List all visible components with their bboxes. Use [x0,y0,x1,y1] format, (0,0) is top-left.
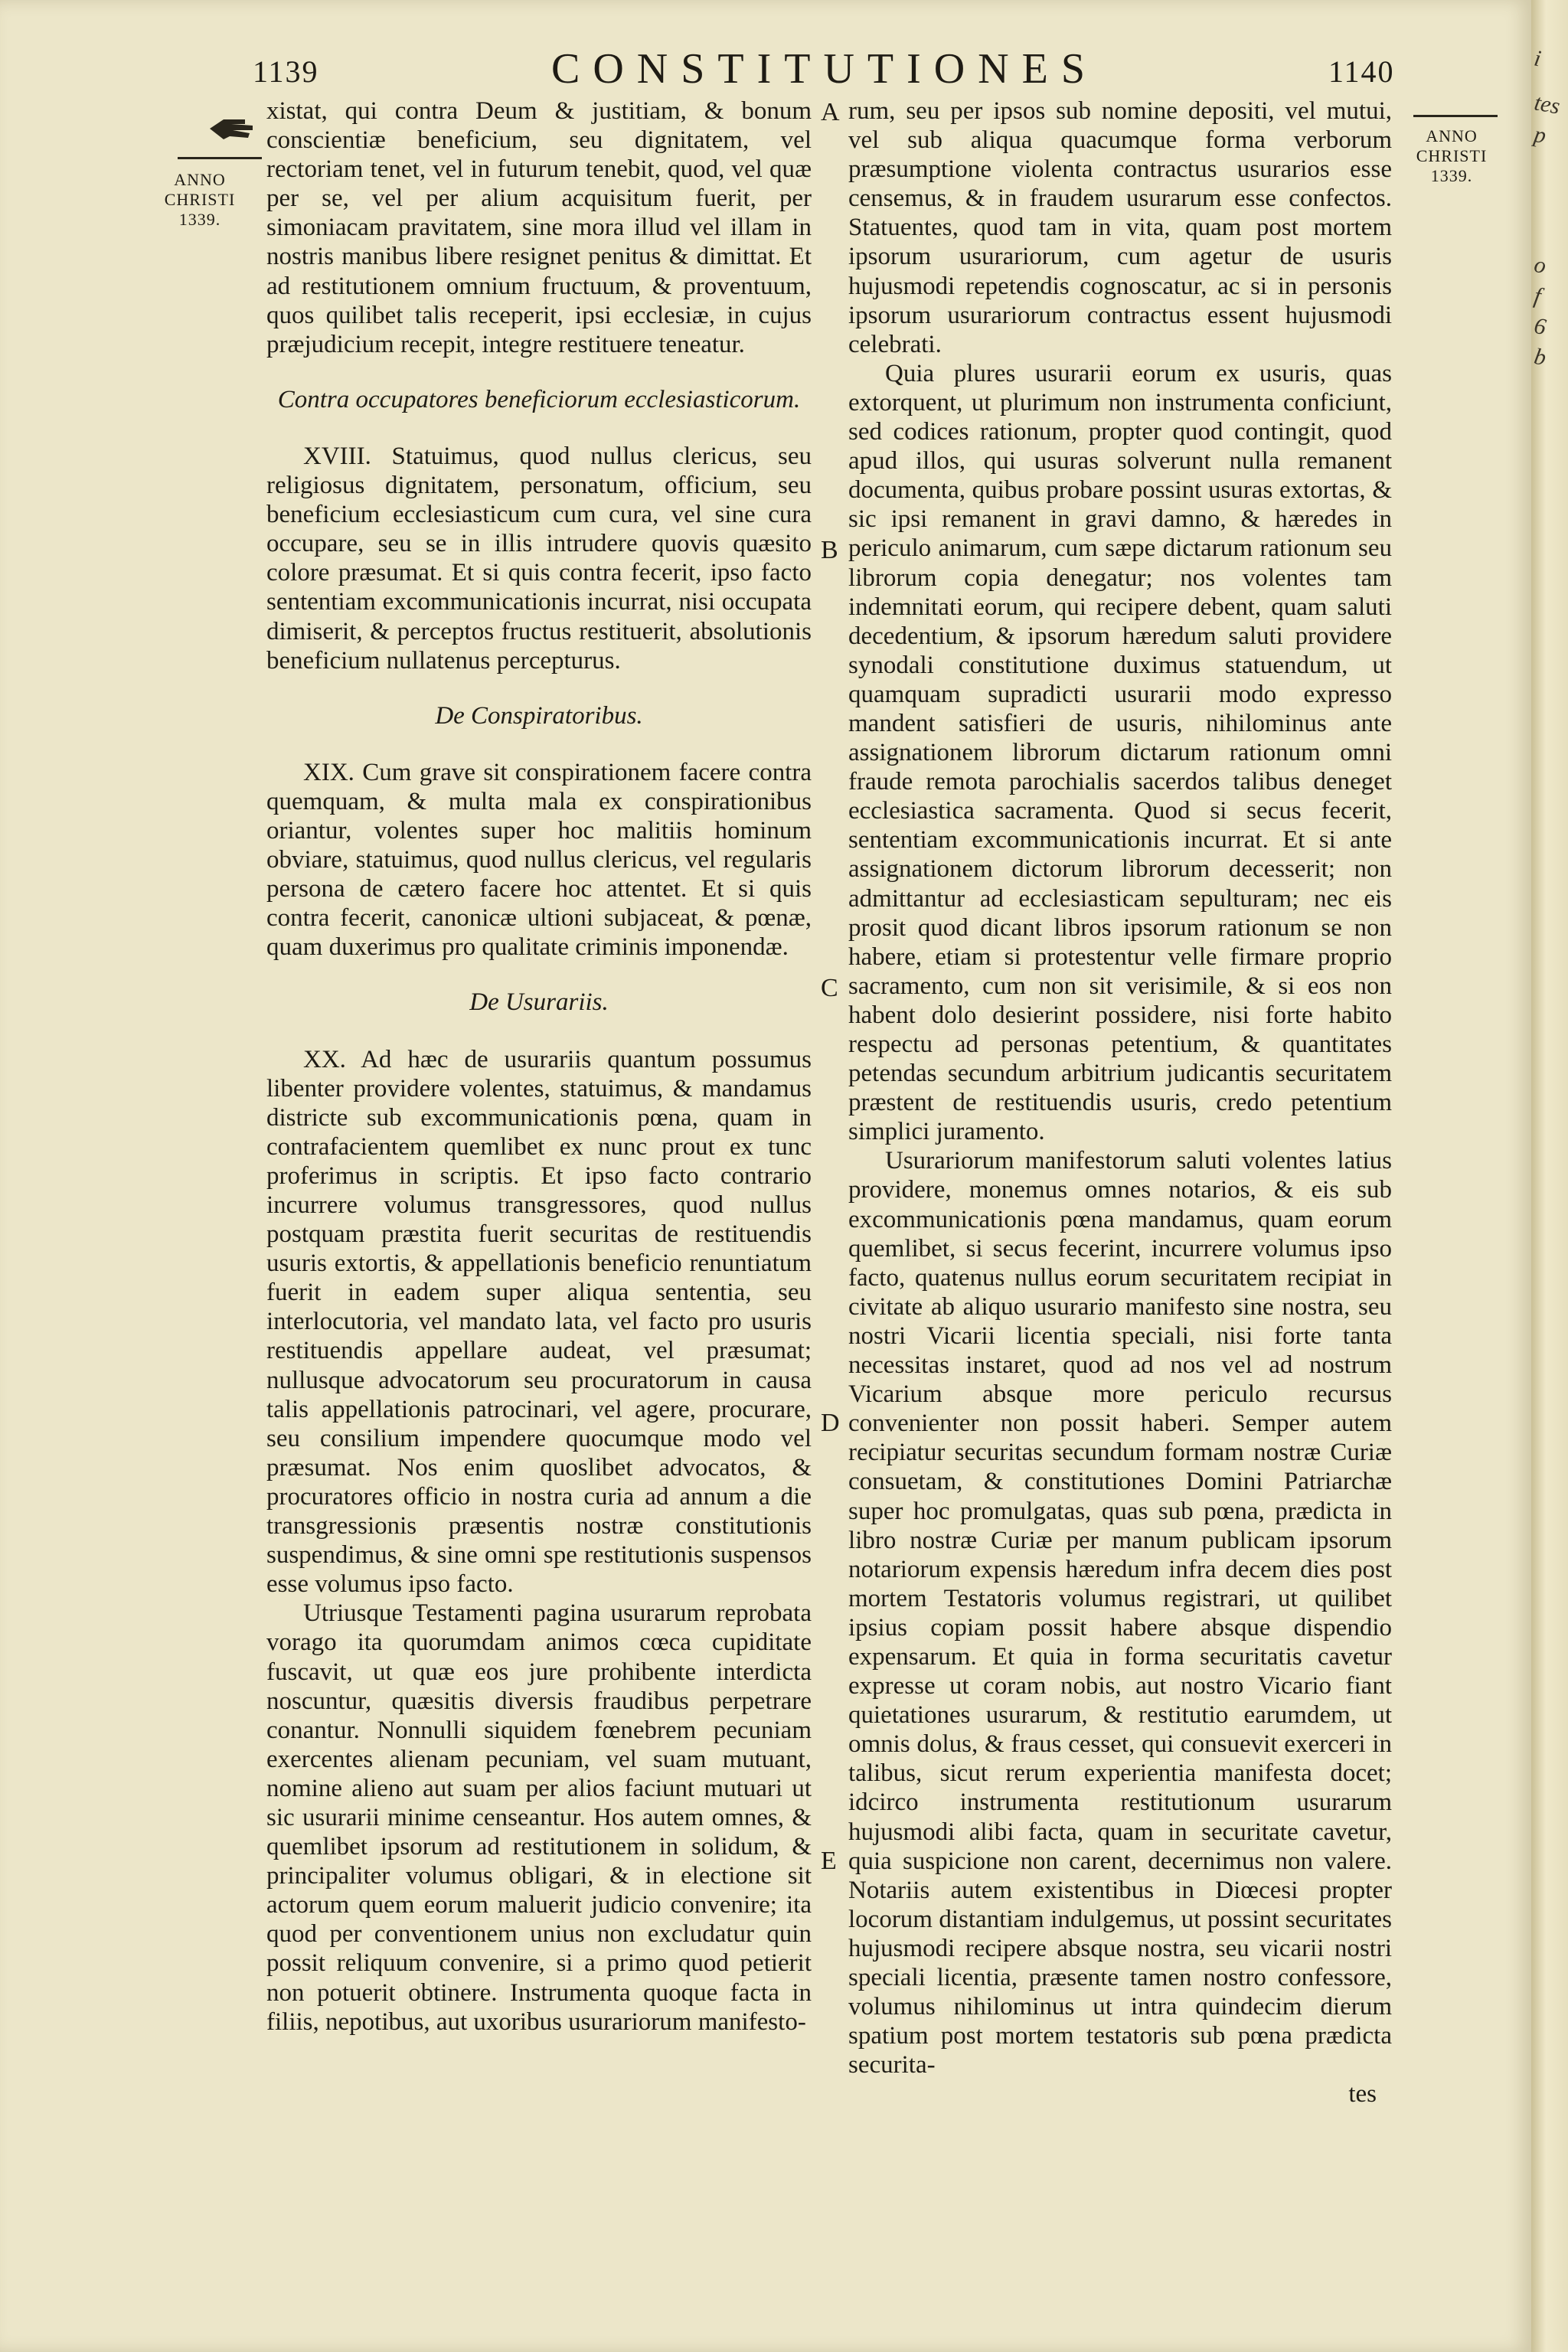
right-column [848,96,1392,2109]
edge-fragment: f [1532,283,1544,309]
left-column [266,96,812,2037]
running-title: CONSTITUTIONES [551,45,1098,93]
paragraph: rum, seu per ipsos sub nomine depositi, vel mutui, vel sub aliqua quacumque forma verborum præsumptione violenta contractus usurarios esse censemus, & in fraudem usurarum esse confectos. Statuentes, quod tam in vita, quam post mortem ipsorum usurariorum, cum agetur de usuris hujusmodi repetendis cognoscatur, ac si in personis ipsorum usurariorum contractus essent hujusmodi celebrati. [848,97,1392,358]
edge-fragment: o [1532,251,1548,279]
section-letter-a: A [821,98,840,126]
section-letter-b: B [821,536,838,564]
section-letter-c: C [821,974,838,1002]
section-heading: De Conspiratoribus. [435,701,643,730]
paragraph: XIX. Cum grave sit conspirationem facere contra quemquam, & multa mala ex conspirationibus oriantur, volentes super hoc malitiis hominum obviare, statuimus, quod nullus clericus, vel regularis persona de cætero facere hoc attentet. Et si quis contra fecerit, canonicæ ultioni subjaceat, & pœnæ, quam duxerimus pro qualitate criminis imponendæ. [266,758,812,962]
edge-fragment: 6 [1532,312,1548,341]
margin-dash-right [1413,115,1498,117]
margin-note-left [150,170,250,230]
margin-note-line: ANNO [1426,126,1478,145]
paragraph: XX. Ad hæc de usurariis quantum possumus libenter providere volentes, statuimus, & mandamus districte sub excommunicationis pœna, quam in contrafacientem quemlibet ex nunc prout ex tunc proferimus in scriptis. Et ipso facto contrario incurrere volumus transgressores, quod nullus postquam præstita fuerit securitas de restituendis usuris extortis, & appellationis beneficio renuntiatum fuerit in eadem super aliqua sententia, seu interlocutoria, vel mandato lata, vel facto pro usuris restituendis appellare audeat, vel præsumat; nullusque advocatorum seu procuratorum in causa talis appellationis patrocinari, vel agere, procurare, seu consilium impendere quocumque modo vel præsumat. Nos enim quoslibet advocatos, & procuratores officio in nostra curia ad annum a die transgressionis præsentis nostræ constitutionis suspendimus, & sine omni spe restitutionis suspensos esse volumus ipso facto. [266,1045,812,1599]
edge-fragment: i [1532,45,1544,72]
margin-note-line: 1339. [1430,166,1473,185]
margin-note-line: 1339. [178,210,221,229]
section-heading: De Usurariis. [469,988,609,1017]
manicule-icon [208,113,257,144]
section-letter-d: D [821,1409,840,1437]
margin-note-right [1406,126,1498,186]
edge-fragment: b [1532,343,1548,371]
margin-note-line: CHRISTI [164,190,236,209]
catchword: tes [1348,2080,1377,2109]
folio-left: 1139 [253,54,319,89]
paragraph: xistat, qui contra Deum & justitiam, & bonum conscientiæ beneficium, seu dignitatem, vel rectoriam tenet, vel in futurum tenebit, quod, vel quæ per se, vel per alium acquisitum fuerit, per simoniacam pravitatem, sine mora illud vel illam in nostris manibus libere resignet penitus & dimittat. Et ad restitutionem omnium fructuum, & proventuum, quos quilibet talis receperit, ipsi ecclesiæ, in cujus præjudicium recepit, integre restituere teneatur. [266,97,812,358]
edge-fragment: p [1532,121,1548,149]
folio-right: 1140 [1328,54,1395,89]
margin-note-line: CHRISTI [1416,146,1488,165]
section-heading: Contra occupatores beneficiorum ecclesiasticorum. [277,385,801,413]
margin-note-line: ANNO [174,170,226,189]
margin-dash-left [178,157,262,159]
facing-page-edge [1531,0,1568,2352]
section-letter-e: E [821,1847,837,1875]
paragraph: XVIII. Statuimus, quod nullus clericus, seu religiosus dignitatem, personatum, officium, seu beneficium ecclesiasticum cum cura, vel sine cura occupare, seu se in illis intrudere quovis quæsito colore præsumat. Et si quis contra fecerit, ipso facto sententiam excommunicationis incurrat, nisi occupata dimiserit, & perceptos fructus restituerit, absolutionis beneficium nullatenus percepturus. [266,442,812,675]
paragraph: Utriusque Testamenti pagina usurarum reprobata vorago ita quorumdam animos cœca cupiditate fuscavit, ut quæ eos jure prohibente interdicta noscuntur, quæsitis diversis fraudibus perpetrare conantur. Nonnulli siquidem fœnebrem pecuniam exercentes alienam pecuniam, vel suam mutuant, nomine alieno aut suam per alios faciunt mutuari ut sic usurarii minime censeantur. Hos autem omnes, & quemlibet ipsorum ad restitutionem in solidum, & principaliter volumus obligari, & in electione sit actorum quem eorum maluerit judicio convenire; ita quod per conventionem unius non excludatur quin possit reliquum convenire, si a primo quod petierit non potuerit obtinere. Instrumenta quoque facta in filiis, nepotibus, aut uxoribus usurariorum manifesto- [266,1599,812,2036]
paragraph: Usurariorum manifestorum saluti volentes latius providere, monemus omnes notarios, & eis sub excommunicationis pœna mandamus, quam eorum quemlibet, si secus fecerint, incurrere volumus ipso facto, quatenus nullus eorum securitatem recipiat in civitate ab aliquo usurario manifesto sine nostra, seu nostri Vicarii licentia speciali, nisi forte tanta necessitas instaret, quod ad nos vel ad nostrum Vicarium absque more periculo recursus convenienter non possit haberi. Semper autem recipiatur securitas secundum formam nostræ Curiæ consuetam, & constitutiones Domini Patriarchæ super hoc promulgatas, quas sub pœna, prædicta in libro nostræ Curiæ per manum publicam ipsorum notariorum expensis hæredum infra decem dies post mortem Testatoris volumus registrari, ut quilibet ipsius copiam possit habere absque dispendio expensarum. Et quia in forma securitatis cavetur expresse ut coram nobis, aut nostro Vicario fiant quietationes usurarum, & restitutio earumdem, ut omnis dolus, & fraus cesset, qui consuevit exerceri in talibus, sicut rerum experientia manifesta docet; idcirco instrumenta restitutionum usurarum hujusmodi alibi facta, quam in securitate cavetur, quia suspicione non carent, decernimus non valere. Notariis autem existentibus in Diœcesi propter locorum distantiam indulgemus, ut possint securitates hujusmodi recipere absque nostra, seu vicarii nostri speciali licentia, præsente tamen nostro confessore, volumus nihilominus ut intra quindecim dierum spatium post mortem testatoris sub pœna prædicta securita- [848,1147,1392,2079]
paragraph: Quia plures usurarii eorum ex usuris, quas extorquent, ut plurimum non instrumenta conficiunt, sed codices rationum, propter quod contingit, quod apud illos, qui usuras solverunt nulla remanent documenta, quibus probare possint usuras extortas, & sic ipsi remanent in gravi damno, & hæredes in periculo animarum, cum sæpe dictarum rationum seu librorum copia denegatur; nos volentes tam indemnitati eorum, qui recipere debent, quam saluti decedentium, & ipsorum hæredum saluti providere synodali constitutione duximus statuendum, ut quamquam supradicti usurarii modo expresso mandent satisfieri de usuris, nihilominus ante assignationem librorum dictarum rationum omni fraude remota parochialis sacerdos talibus deneget ecclesiastica sacramenta. Quod si secus fecerit, sententiam excommunicationis incurrat. Et si ante assignationem dictorum librorum decesserit; non admittantur ad ecclesiasticam sepulturam; nec eis prosit quod dicant libros ipsorum rationum se non habere, etiam si protestentur velle firmare proprio sacramento, cum non sit verisimile, & si eos non habent dolo desierint possidere, nisi forte habito respectu ad personas petentium, & quantitates petendas secundum arbitrium judicantis securitatem præstent de restituendis usuris, credo petentium simplici juramento. [848,359,1392,1146]
edge-fragment: tes [1532,90,1563,119]
